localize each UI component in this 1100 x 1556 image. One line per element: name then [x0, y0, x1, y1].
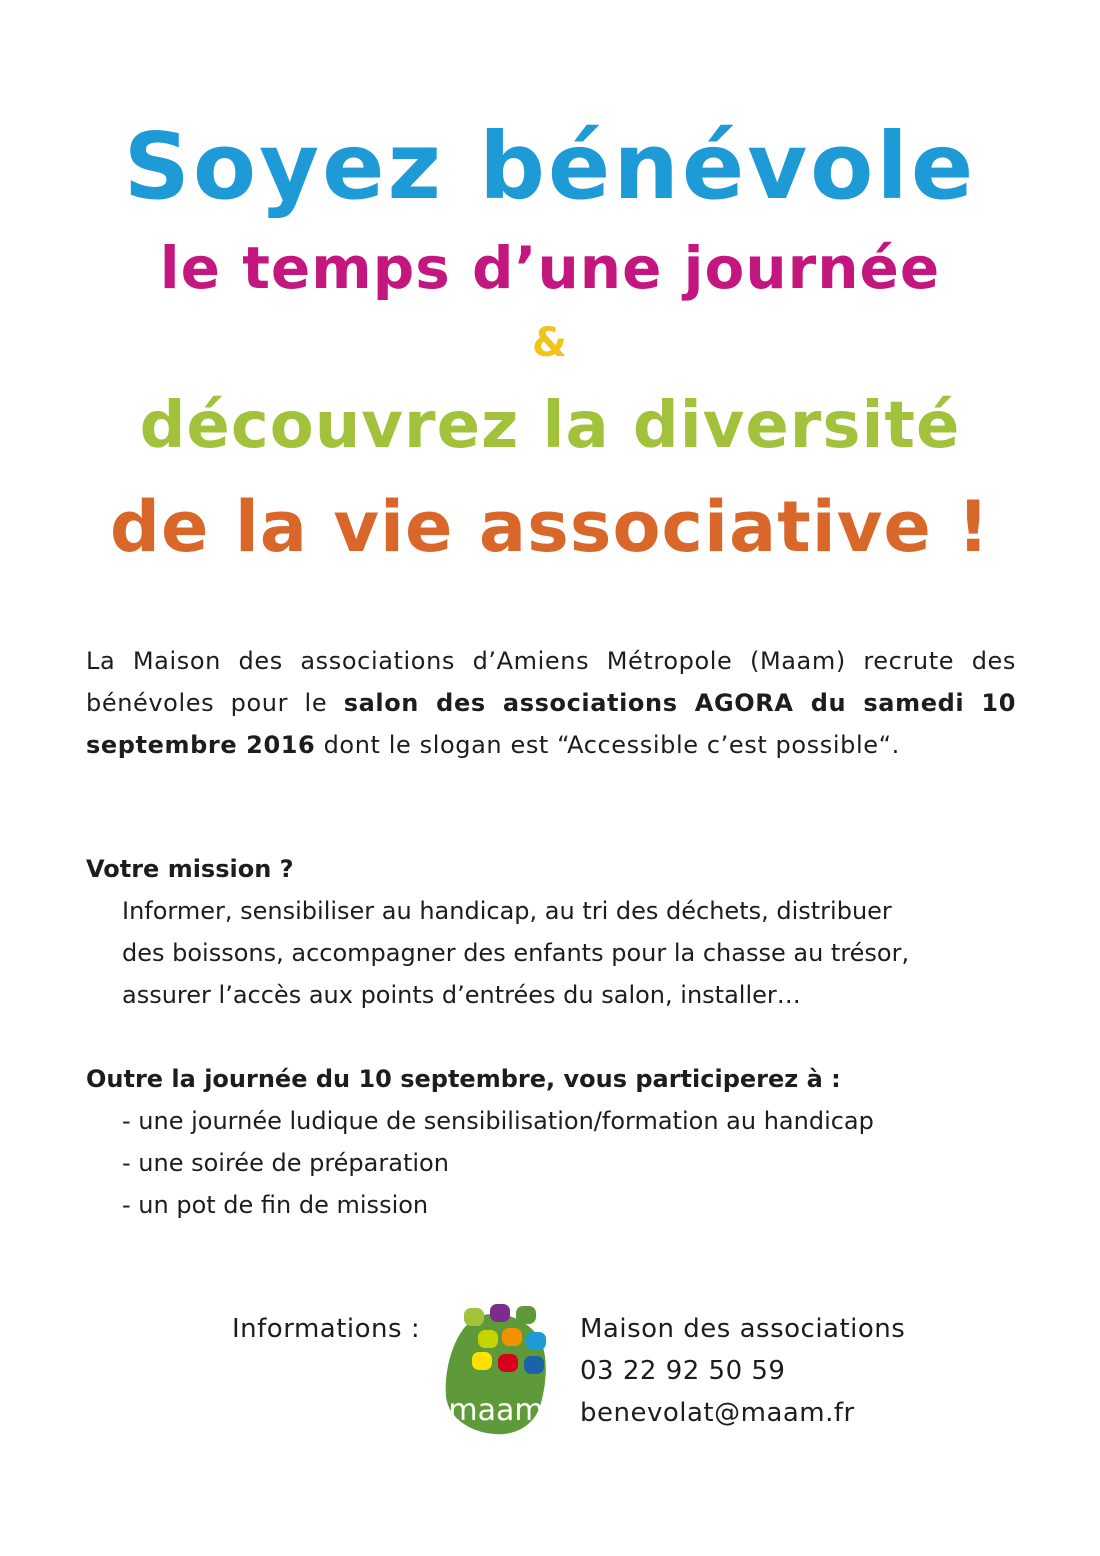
- headline-line-1: Soyez bénévole: [123, 113, 977, 220]
- headline-line-2: le temps d’une journée: [159, 234, 941, 302]
- intro-text-2: dont le slogan est “Accessible c’est possible“.: [315, 731, 900, 759]
- headline-line-4: découvrez la diversité: [139, 389, 961, 463]
- mission-title: Votre mission ?: [86, 855, 294, 883]
- contact-block: [580, 1308, 905, 1434]
- extra-list: [122, 1100, 874, 1226]
- mission-line: des boissons, accompagner des enfants pour la chasse au trésor,: [122, 939, 910, 967]
- info-label: Informations :: [232, 1314, 421, 1344]
- list-item: - un pot de fin de mission: [122, 1191, 429, 1219]
- logo-text: maam: [448, 1393, 544, 1428]
- mission-description: [122, 890, 1002, 1016]
- contact-org: Maison des associations: [580, 1314, 906, 1344]
- list-item: - une journée ludique de sensibilisation/formation au handicap: [122, 1107, 874, 1135]
- contact-email: benevolat@maam.fr: [580, 1398, 855, 1428]
- list-item: - une soirée de préparation: [122, 1149, 449, 1177]
- maam-logo: [442, 1302, 554, 1438]
- intro-text-1: La Maison des associations d’Amiens Métropole (Maam) recrute des bénévoles pour le: [86, 647, 1016, 717]
- mission-line: Informer, sensibiliser au handicap, au tri des déchets, distribuer: [122, 897, 892, 925]
- intro-event-highlight: salon des associations AGORA du samedi 10 septembre 2016: [86, 689, 1016, 759]
- contact-phone: 03 22 92 50 59: [580, 1356, 786, 1386]
- headline-line-5: de la vie associative !: [109, 486, 991, 568]
- extra-title: Outre la journée du 10 septembre, vous participerez à :: [86, 1065, 841, 1093]
- mission-line: assurer l’accès aux points d’entrées du salon, installer…: [122, 981, 801, 1009]
- intro-paragraph: [86, 640, 1016, 766]
- headline-ampersand: &: [532, 320, 568, 366]
